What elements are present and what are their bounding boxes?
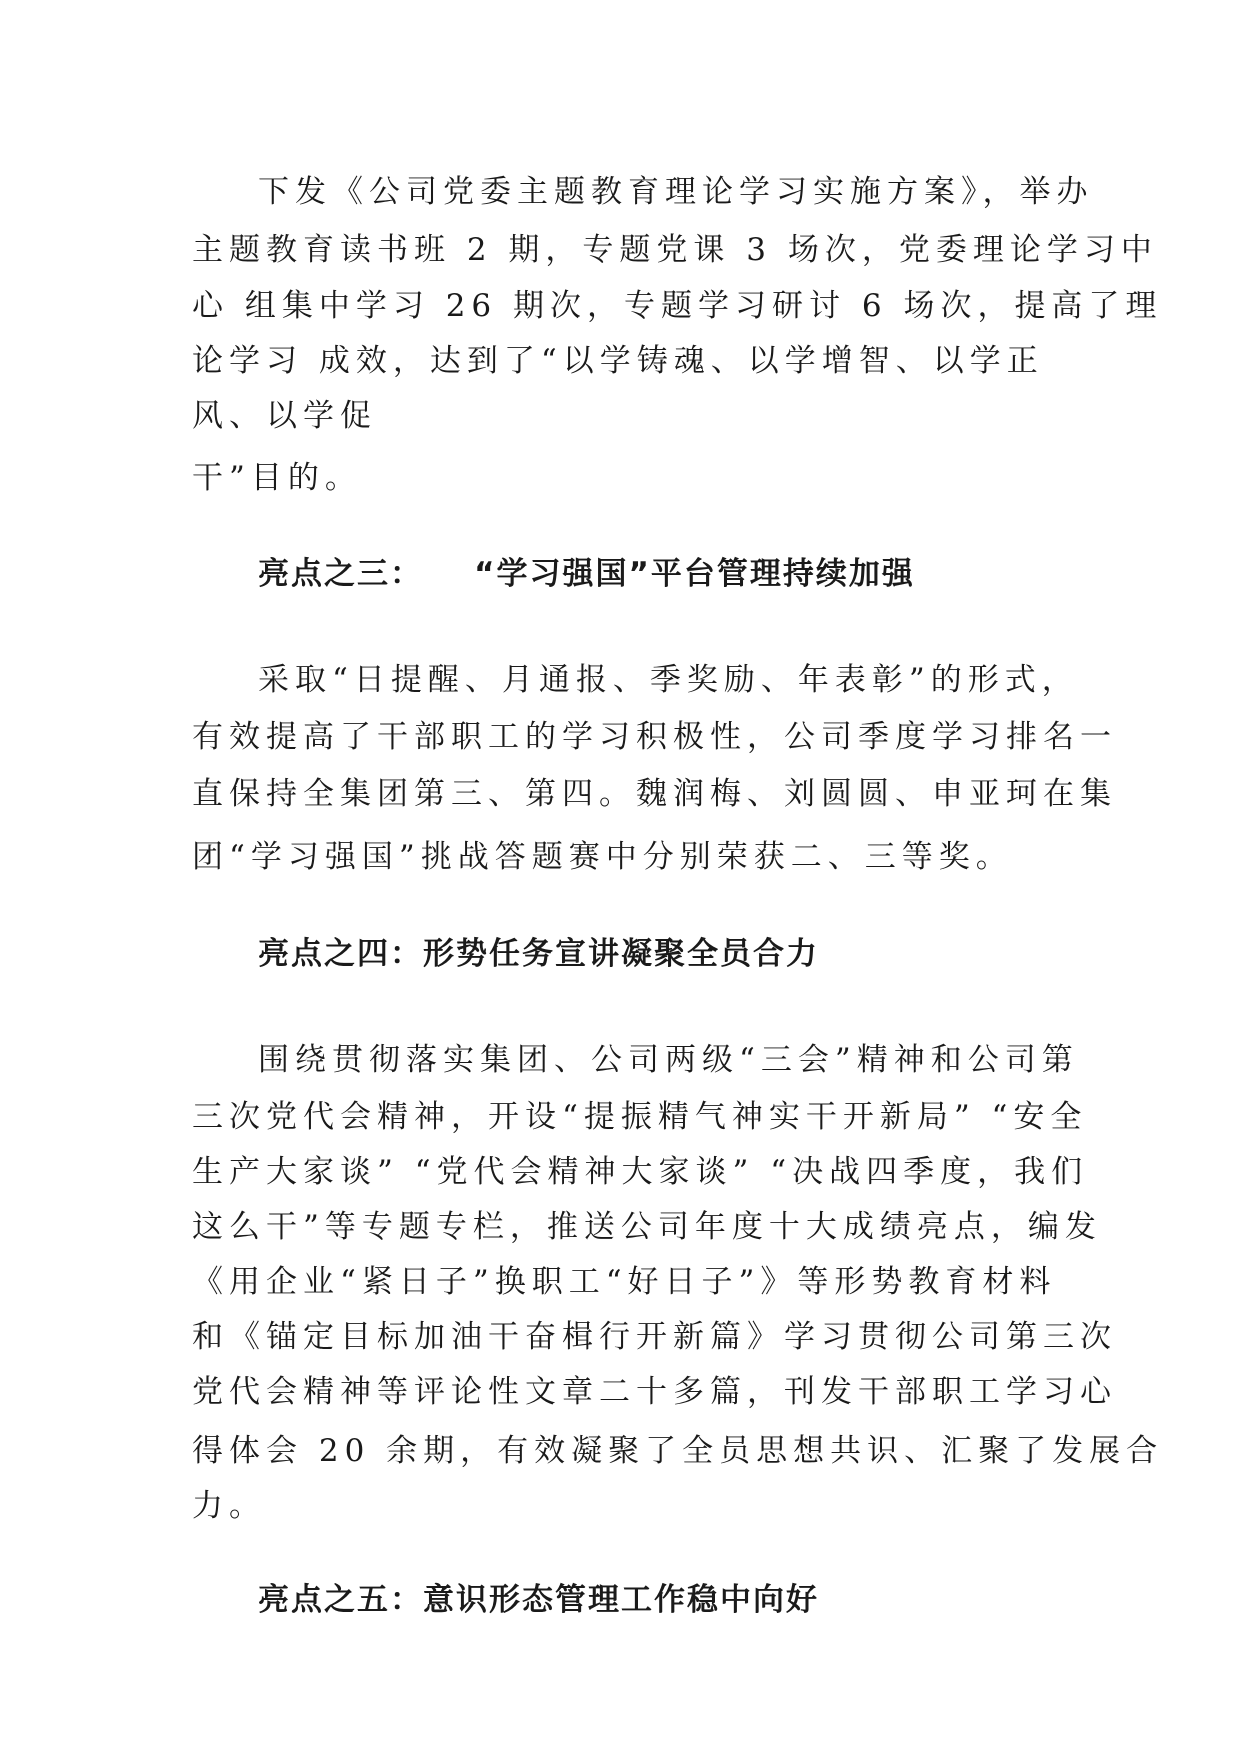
- paragraph-3-line-6: 和《锚定目标加油干奋楫行开新篇》学习贯彻公司第三次: [192, 1319, 1117, 1355]
- paragraph-3-line-9: 力。: [192, 1488, 266, 1524]
- heading-highlight-4: 亮点之四：形势任务宣讲凝聚全员合力: [258, 936, 819, 972]
- paragraph-2-line-3: 直保持全集团第三、第四。魏润梅、刘圆圆、申亚珂在集: [192, 776, 1117, 812]
- paragraph-1-line-5: 风、以学促: [192, 398, 377, 434]
- paragraph-3-line-4: 这么干”等专题专栏，推送公司年度十大成绩亮点，编发: [192, 1209, 1102, 1245]
- paragraph-3-line-3: 生产大家谈” “党代会精神大家谈” “决战四季度，我们: [192, 1154, 1089, 1190]
- paragraph-3-line-2: 三次党代会精神，开设“提振精气神实干开新局” “安全: [192, 1099, 1088, 1135]
- paragraph-2-line-2: 有效提高了干部职工的学习积极性，公司季度学习排名一: [192, 719, 1117, 755]
- paragraph-3-line-1: 围绕贯彻落实集团、公司两级“三会”精神和公司第: [258, 1042, 1079, 1078]
- paragraph-3-line-8: 得体会 20 余期，有效凝聚了全员思想共识、汇聚了发展合: [192, 1433, 1164, 1469]
- paragraph-1-line-4: 论学习 成效，达到了“以学铸魂、以学增智、以学正: [192, 343, 1044, 379]
- heading-highlight-5: 亮点之五：意识形态管理工作稳中向好: [258, 1582, 819, 1618]
- paragraph-1-line-3: 心 组集中学习 26 期次，专题学习研讨 6 场次，提高了理: [192, 288, 1163, 324]
- paragraph-1-line-1: 下发《公司党委主题教育理论学习实施方案》，举办: [258, 174, 1094, 210]
- paragraph-2-line-1: 采取“日提醒、月通报、季奖励、年表彰”的形式，: [258, 662, 1079, 698]
- paragraph-3-line-5: 《用企业“紧日子”换职工“好日子”》等形势教育材料: [192, 1264, 1057, 1300]
- heading-highlight-3: 亮点之三： “学习强国”平台管理持续加强: [258, 556, 915, 592]
- paragraph-2-line-4: 团“学习强国”挑战答题赛中分别荣获二、三等奖。: [192, 839, 1013, 875]
- paragraph-3-line-7: 党代会精神等评论性文章二十多篇，刊发干部职工学习心: [192, 1374, 1117, 1410]
- paragraph-1-line-2: 主题教育读书班 2 期，专题党课 3 场次，党委理论学习中: [192, 232, 1158, 268]
- paragraph-1-line-6: 干”目的。: [192, 460, 362, 496]
